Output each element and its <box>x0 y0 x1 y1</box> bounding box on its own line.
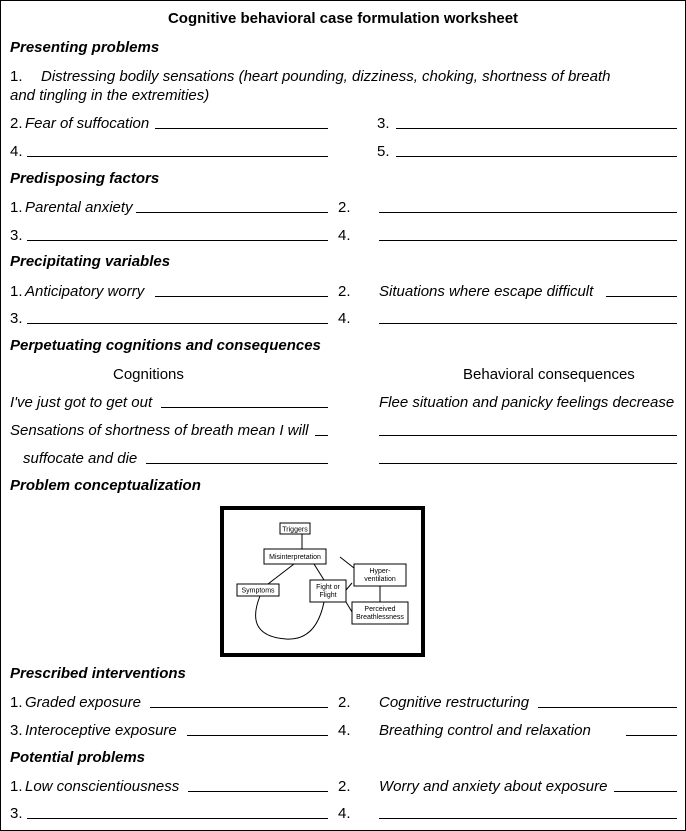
presenting-item5-number: 5. <box>377 143 390 160</box>
precipitating-item2-number: 2. <box>338 283 351 300</box>
potential-item3-number: 3. <box>10 805 23 822</box>
hyperventilation-label-line1: Hyper- <box>369 568 391 575</box>
prescribed-interventions-heading: Prescribed interventions <box>10 665 186 682</box>
predisposing-item1-text: Parental anxiety <box>25 199 133 216</box>
symptoms-label: Symptoms <box>241 587 275 595</box>
predisposing-factors-heading: Predisposing factors <box>10 170 160 187</box>
prescribed-item3-answer-line[interactable] <box>187 735 328 736</box>
precipitating-variables-heading: Precipitating variables <box>10 253 171 270</box>
predisposing-item3-number: 3. <box>10 227 23 244</box>
predisposing-item3-answer-line[interactable] <box>27 240 328 241</box>
potential-problems-heading: Potential problems <box>10 749 146 766</box>
presenting-item4-answer-line[interactable] <box>27 156 328 157</box>
prescribed-item4-text: Breathing control and relaxation <box>379 722 591 739</box>
prescribed-item2-number: 2. <box>338 694 351 711</box>
cognition-2-text-line2: suffocate and die <box>23 450 138 467</box>
triggers-label: Triggers <box>282 526 308 534</box>
hyperventilation-label-line2: ventilation <box>364 576 396 583</box>
potential-item2-text: Worry and anxiety about exposure <box>379 778 608 795</box>
predisposing-item4-number: 4. <box>338 227 351 244</box>
behavioral-consequences-column-header: Behavioral consequences <box>463 366 635 383</box>
cognition-2-answer-line[interactable] <box>315 435 328 436</box>
panic-model-svg <box>224 510 421 653</box>
potential-item1-number: 1. <box>10 778 23 795</box>
presenting-item2-text: Fear of suffocation <box>25 115 150 132</box>
presenting-item4-number: 4. <box>10 143 23 160</box>
prescribed-item2-text: Cognitive restructuring <box>379 694 530 711</box>
precipitating-item2-answer-line[interactable] <box>606 296 677 297</box>
precipitating-item1-text: Anticipatory worry <box>25 283 145 300</box>
prescribed-item3-number: 3. <box>10 722 23 739</box>
presenting-item3-number: 3. <box>377 115 390 132</box>
prescribed-item4-number: 4. <box>338 722 351 739</box>
prescribed-item3-text: Interoceptive exposure <box>25 722 177 739</box>
cognition-1-answer-line[interactable] <box>161 407 328 408</box>
perceived-breathlessness-label-line2: Breathlessness <box>356 614 404 621</box>
predisposing-item1-answer-line[interactable] <box>136 212 328 213</box>
presenting-item1-text-line1: Distressing bodily sensations (heart pounding, dizziness, choking, shortness of breath <box>41 68 611 85</box>
cognition-2-continuation-line[interactable] <box>146 463 328 464</box>
potential-item2-answer-line[interactable] <box>614 791 677 792</box>
fight-or-flight-label-line1: Fight or <box>316 584 340 591</box>
precipitating-item4-answer-line[interactable] <box>379 323 677 324</box>
presenting-item2-number: 2. <box>10 115 23 132</box>
presenting-item2-answer-line[interactable] <box>155 128 328 129</box>
behavioral-3-answer-line[interactable] <box>379 463 677 464</box>
potential-item3-answer-line[interactable] <box>27 818 328 819</box>
fight-or-flight-label-line2: Flight <box>319 592 337 599</box>
connector-misinterpretation-fight <box>314 564 324 580</box>
panic-model-diagram <box>220 506 425 657</box>
cognition-1-text: I've just got to get out <box>10 394 153 411</box>
precipitating-item3-answer-line[interactable] <box>27 323 328 324</box>
precipitating-item4-number: 4. <box>338 310 351 327</box>
presenting-item3-answer-line[interactable] <box>396 128 677 129</box>
presenting-problems-heading: Presenting problems <box>10 39 160 56</box>
predisposing-item4-answer-line[interactable] <box>379 240 677 241</box>
potential-item4-answer-line[interactable] <box>379 818 677 819</box>
precipitating-item1-answer-line[interactable] <box>155 296 328 297</box>
presenting-item1-number: 1. <box>10 68 23 85</box>
cognitions-column-header: Cognitions <box>113 366 184 383</box>
presenting-item5-answer-line[interactable] <box>396 156 677 157</box>
predisposing-item2-answer-line[interactable] <box>379 212 677 213</box>
prescribed-item4-answer-line[interactable] <box>626 735 677 736</box>
potential-item2-number: 2. <box>338 778 351 795</box>
prescribed-item2-answer-line[interactable] <box>538 707 677 708</box>
precipitating-item2-text: Situations where escape difficult <box>379 283 594 300</box>
potential-item1-text: Low conscientiousness <box>25 778 180 795</box>
potential-item4-number: 4. <box>338 805 351 822</box>
connector-misinterpretation-hyper <box>340 557 354 568</box>
cognition-2-text-line1: Sensations of shortness of breath mean I will <box>10 422 309 439</box>
perceived-breathlessness-label-line1: Perceived <box>364 606 396 613</box>
predisposing-item1-number: 1. <box>10 199 23 216</box>
perpetuating-heading: Perpetuating cognitions and consequences <box>10 337 321 354</box>
connector-fight-perceived <box>346 602 352 612</box>
predisposing-item2-number: 2. <box>338 199 351 216</box>
behavioral-2-answer-line[interactable] <box>379 435 677 436</box>
prescribed-item1-text: Graded exposure <box>25 694 141 711</box>
potential-item1-answer-line[interactable] <box>188 791 328 792</box>
behavioral-1-text: Flee situation and panicky feelings decrease <box>379 394 675 411</box>
prescribed-item1-number: 1. <box>10 694 23 711</box>
misinterpretation-label: Misinterpretation <box>269 554 321 561</box>
prescribed-item1-answer-line[interactable] <box>150 707 328 708</box>
precipitating-item3-number: 3. <box>10 310 23 327</box>
precipitating-item1-number: 1. <box>10 283 23 300</box>
worksheet-title: Cognitive behavioral case formulation worksheet <box>167 10 519 27</box>
problem-conceptualization-heading: Problem conceptualization <box>10 477 201 494</box>
presenting-item1-text-line2: and tingling in the extremities) <box>10 87 210 104</box>
connector-misinterpretation-symptoms <box>268 564 294 584</box>
connector-fight-hyper <box>346 583 352 590</box>
